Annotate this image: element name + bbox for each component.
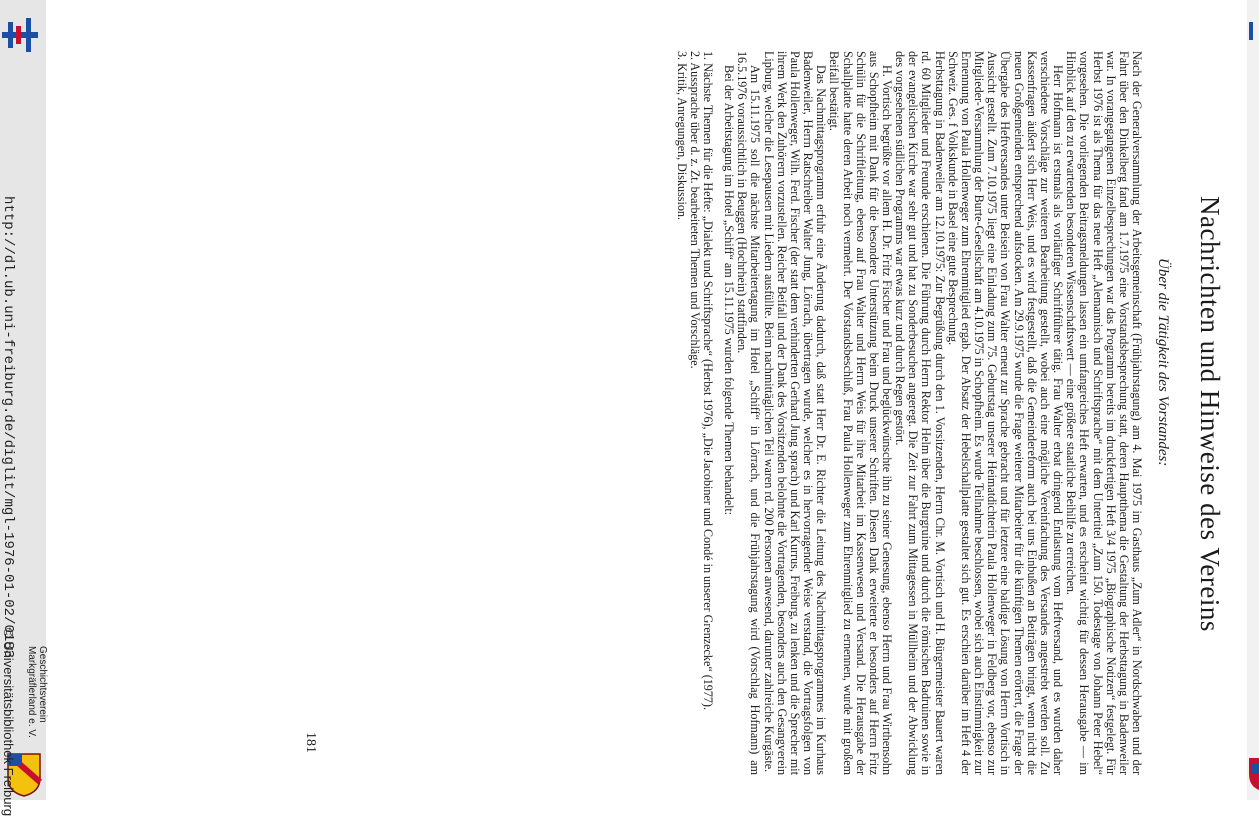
topic-list (675, 51, 714, 775)
paragraph: Nach der Generalversammlung der Arbeitsgemeinschaft (Frühjahrstagung) am 4. Mai 1975 im Gasthaus „Zum Adler“ in Nordschwaben und der Fahrt über den Dinkelberg fand am 1.7.1975 eine Vorstandsbesprechung statt, deren Hauptthema die Gestaltung der Herbsttagung in Badenweiler war. In vorangegangenen Einzelbesprechungen war das Programm bereits im druckfertigen Heft 3/4 1975 „Biographische Notizen“ festgelegt. Für Herbst 1976 ist als Thema für das neue Heft „Alemannisch und Schriftsprache“ mit dem Untertitel „Zum 150. Todestage von Johann Peter Hebel“ vorgesehen. Die vorliegenden Beitragsmeldungen lassen ein umfangreiches Heft erwarten, und es erscheint wichtig für dessen Herausgabe — im Hinblick auf den zu erwartenden besonderen Wissenschaftswert — eine größere staatliche Beihilfe zu erreichen. (1064, 51, 1144, 775)
article-body (675, 51, 1143, 775)
paragraph: Am 15.11.1975 soll die nächste Mitarbeitertagung im Hotel „Schiff“ in Lörrach, und die Frühjahrstagung wird (Vorschlag Hofmann) am 16.5.1976 voraussichtlich in Beuggen (Hochrhein) stattfinden. (735, 51, 763, 775)
list-item: 2. Aussprache über d. z. Zt. bearbeiteten Themen und Vorschläge. (687, 51, 702, 369)
list-item: 1. Nächste Themen für die Hefte: „Dialekt und Schriftsprache“ (Herbst 1976), „Die Jacobiner und Condé in unserer Grenzecke“ (1977). (701, 51, 715, 710)
page-number: 181 (303, 732, 318, 753)
page-content (237, 0, 1247, 800)
scanned-page (237, 0, 1247, 800)
right-edge-crest-icon (1247, 756, 1259, 790)
right-margin-strip (1247, 0, 1259, 800)
society-name (26, 646, 48, 738)
paragraph: Herr Hofmann ist erstmals als vorläufiger Schriftführer tätig. Frau Walter erbat dringend Entlastung vom Heftversand, und es wurden daher verschiedene Vorschläge zur weiteren Bearbeitung gestellt, wobei auch eine mögliche Vereinfachung des Versandes angestrebt werden soll. Zu Kassenfragen äußert sich Herr Weis, und es wird festgestellt, daß die Gemeindereform auch bei uns Einbußen an Beiträgen bringt, wenn nicht die neuen Großgemeinden entsprechend aufstocken. Am 29.9.1975 wurde die Frage weiterer Mitarbeiter für die künftigen Themen erörtert, die Frage der Übergabe des Heftversandes unter Beisein von Frau Walter erneut zur Sprache gebracht und für letztere eine baldige Lösung von Herrn Vortisch in Aussicht gestellt. Zum 7.10.1975 liegt eine Einladung zum 75. Geburtstag unserer Heimatdichterin Paula Hollenweger in Feldberg vor, ebenso zur Mitglieder-Versammlung der Burte-Gesellschaft am 4.10.1975 in Schopfheim. Es wurde Teilnahme beschlossen, wobei sich auch Einstimmigkeit zur Ernennung von Paula Hollenweger zum Ehrenmitglied ergab. Der Absatz der Hebelschallplatte gestaltet sich gut. Es erschien darüber im Heft 4 der Schweiz. Ges. f Volkskunde in Basel eine gute Besprechung. (945, 51, 1066, 775)
society-name-line1: Geschichtsverein (37, 646, 48, 723)
document-url[interactable]: http://dl.ub.uni-freiburg.de/diglit/mgl-1976-01-02/0183 (0, 196, 16, 659)
page-title: Nachrichten und Hinweise des Vereins (1195, 196, 1225, 632)
right-edge-mark-icon (1247, 22, 1257, 40)
paragraph: Bei der Arbeitstagung im Hotel „Schiff“ am 15.11.1975 wurden folgende Themen behandelt: (722, 65, 737, 516)
list-item: 3. Kritik, Anregungen, Diskussion. (674, 51, 689, 220)
paragraph: Herbsttagung in Badenweiler am 12.10.1975: Zur Begrüßung durch den 1. Vorsitzenden, Herrn Chr. M. Vortisch und H. Bürgermeister Bauert waren rd. 60 Mitglieder und Freunde erschienen. Die Führung durch Herrn Rektor Helm über die Burgruine und durch die römischen Badruinen sowie in der evangelischen Kirche war sehr gut und hat zu Sonderbesuchen angeregt. Die Zeit zur Fahrt zum Mittagessen in Müllheim und der Abwicklung des vorgesehenen südlichen Programms war etwas kurz und durch Regen gestört. (893, 51, 947, 775)
library-logo-icon (2, 10, 38, 62)
society-name-line2: Markgräflerland e. V. (26, 646, 37, 738)
copyright-notice: © Universitätsbibliothek Freiburg (1, 628, 16, 816)
page-subtitle: Über die Tätigkeit des Vorstandes: (1155, 258, 1171, 467)
paragraph: H. Vortisch begrüßte vor allem H. Dr. Fritz Fischer und Frau und beglückwünschte ihn zu seiner Genesung, ebenso Herrn und Frau Wirthensohn aus Schopfheim mit Dank für die besondere Unterstützung beim Druck unserer Schriften. Diesen Dank erweiterte er besonders auf Herrn Fritz Schülin für die Schriftleitung, ebenso auf Frau Walter und Herrn Weis für ihre Mitarbeit im Kassenwesen und Versand. Die Herausgabe der Schallplatte hatte deren Arbeit noch vermehrt. Der Vorstandsbeschluß, Frau Paula Hollenweger zum Ehrenmitglied zu ernennen, wurde mit großem Beifall bestätigt. (827, 51, 895, 775)
paragraph: Das Nachmittagsprogramm erfuhr eine Änderung dadurch, daß statt Herr Dr. E. Richter die Leitung des Nachmittagsprogrammes im Kurhaus Badenweiler, Herrn Ratschreiber Walter Jung, Lörrach, übertragen wurde, welcher es in hervorragender Weise verstand, die Vortragsfolgen von Paula Hollenweger, Wilh. Ferd. Fischer (der statt dem verhinderten Gerhard Jung sprach) und Karl Kurrus, Freiburg, zu lenken und die Sprecher mit ihrem Werk den Zuhörern vorzustellen. Reicher Beifall und der Dank des Vorsitzenden belohnte die Vortragenden, besonders auch den Gesangverein Lipburg, welcher die Lesepausen mit Liedern ausfüllte. Beim nachmittäglichen Teil waren rd. 200 Personen anwesend, darunter zahlreiche Kurgäste. (761, 51, 829, 775)
